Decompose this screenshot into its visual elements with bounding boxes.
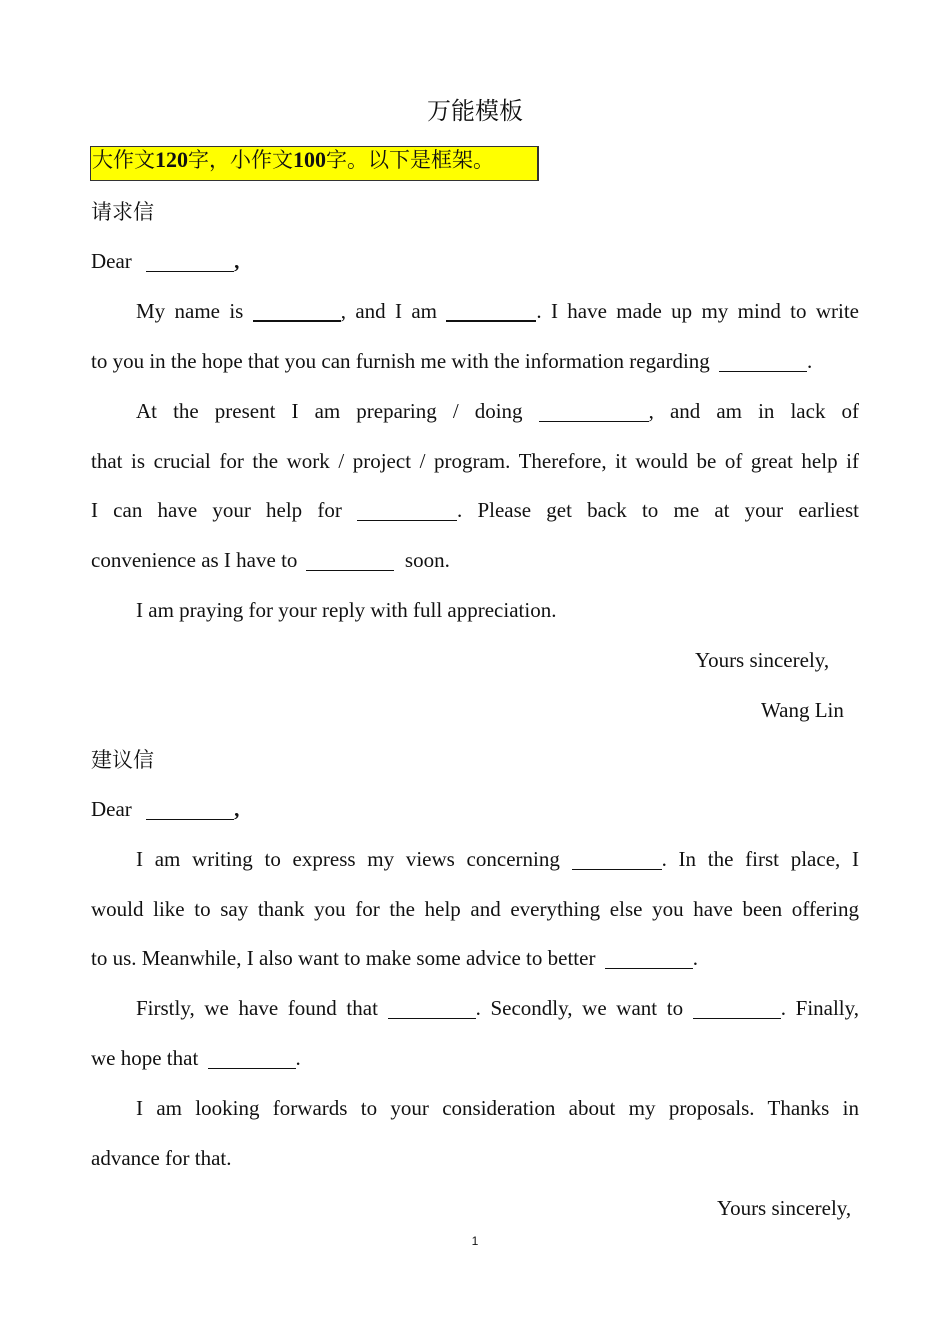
- highlighted-note: [90, 146, 539, 181]
- salutation-comma: ,: [234, 249, 240, 273]
- text-segment: My name is: [136, 299, 244, 323]
- text-segment: At the present I am preparing / doing: [136, 399, 523, 423]
- text-segment: , and am in lack of: [648, 399, 860, 423]
- fill-blank: [208, 1050, 296, 1069]
- text-segment: . Secondly, we want to: [475, 996, 684, 1020]
- text-line: [136, 399, 859, 423]
- text-segment: , and I am: [340, 299, 437, 323]
- text-segment: .: [295, 1046, 301, 1070]
- note-part: 字。以下是框架。: [326, 148, 494, 172]
- fill-blank: [605, 950, 693, 969]
- text-segment: .: [692, 946, 698, 970]
- fill-blank: [446, 302, 536, 322]
- text-line: [136, 996, 859, 1020]
- fill-blank: [146, 801, 234, 820]
- text-segment: to you in the hope that you can furnish me with the information regarding: [91, 349, 710, 373]
- fill-blank: [357, 502, 457, 521]
- text-segment: . In the first place, I: [661, 847, 859, 871]
- text-segment: . Finally,: [780, 996, 860, 1020]
- text-segment: convenience as I have to: [91, 548, 298, 572]
- closing: Yours sincerely,: [695, 648, 830, 672]
- note-number: 100: [293, 147, 326, 172]
- section-heading-request: 请求信: [91, 200, 154, 224]
- fill-blank: [253, 302, 341, 322]
- text-line: [91, 946, 859, 970]
- text-line: I am looking forwards to your consideration about my proposals. Thanks in: [136, 1096, 859, 1120]
- salutation-line: [91, 797, 859, 821]
- signature: Wang Lin: [761, 698, 844, 722]
- text-line: [91, 349, 859, 373]
- text-segment: to us. Meanwhile, I also want to make some advice to better: [91, 946, 596, 970]
- text-line: [91, 1046, 859, 1070]
- text-line: [136, 299, 859, 323]
- text-line: I am praying for your reply with full appreciation.: [136, 598, 557, 622]
- text-segment: .: [807, 349, 813, 373]
- fill-blank: [306, 552, 394, 571]
- note-part: 大作文: [92, 148, 155, 172]
- page-title: 万能模板: [427, 97, 523, 125]
- text-segment: . I have made up my mind to write: [536, 299, 860, 323]
- text-segment: I can have your help for: [91, 498, 342, 522]
- text-segment: I am writing to express my views concerning: [136, 847, 560, 871]
- note-number: 120: [155, 147, 188, 172]
- text-line: would like to say thank you for the help and everything else you have been offering: [91, 897, 859, 921]
- fill-blank: [388, 1000, 476, 1019]
- salutation-line: [91, 249, 859, 273]
- salutation-comma: ,: [234, 797, 240, 821]
- fill-blank: [719, 353, 807, 372]
- text-line: that is crucial for the work / project / program. Therefore, it would be of great help if: [91, 449, 859, 473]
- text-line: [136, 847, 859, 871]
- closing: Yours sincerely,: [717, 1196, 852, 1220]
- text-line: advance for that.: [91, 1146, 232, 1170]
- salutation: Dear: [91, 797, 132, 821]
- text-line: [91, 498, 859, 522]
- text-segment: Firstly, we have found that: [136, 996, 378, 1020]
- text-segment: we hope that: [91, 1046, 199, 1070]
- note-part: 字，小作文: [188, 148, 293, 172]
- fill-blank: [693, 1000, 781, 1019]
- salutation: Dear: [91, 249, 132, 273]
- text-segment: . Please get back to me at your earliest: [457, 498, 859, 522]
- fill-blank: [572, 851, 662, 870]
- fill-blank: [146, 253, 234, 272]
- fill-blank: [539, 403, 649, 422]
- section-heading-suggestion: 建议信: [91, 748, 154, 772]
- page-number: 1: [471, 1234, 479, 1248]
- text-segment: soon.: [404, 548, 450, 572]
- text-line: [91, 548, 859, 572]
